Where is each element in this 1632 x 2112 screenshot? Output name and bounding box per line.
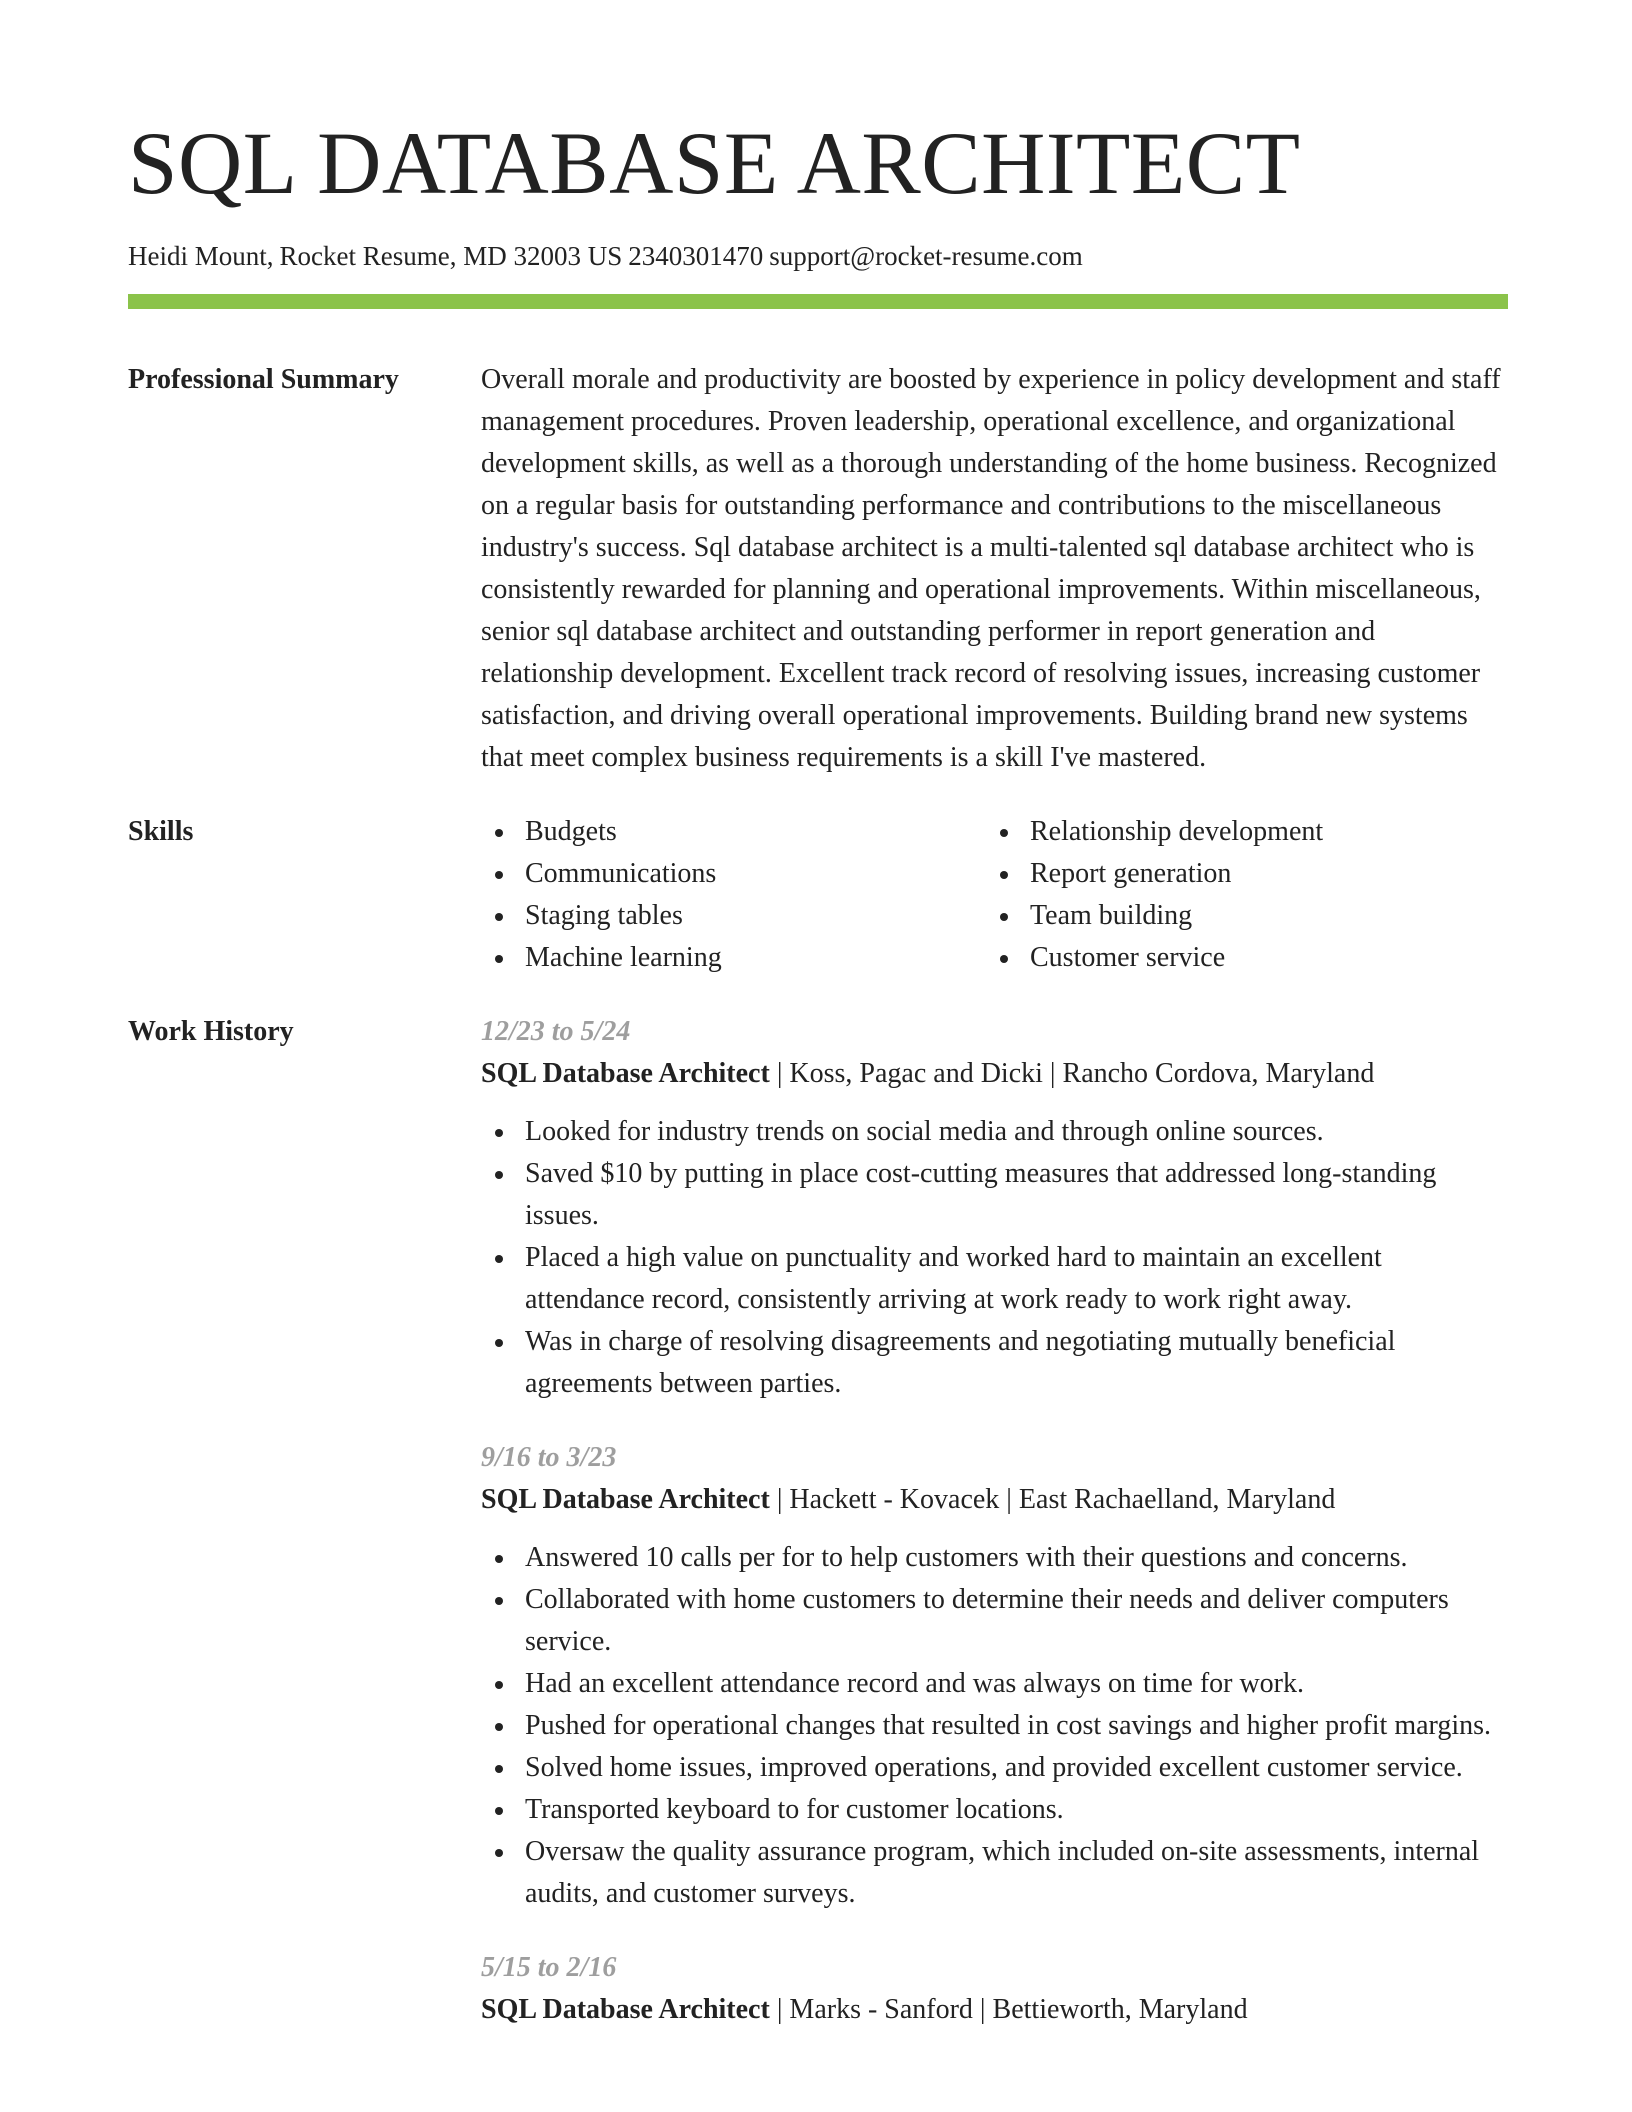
skill-item: Machine learning [525,937,986,979]
duty-item: Answered 10 calls per for to help customers with their questions and concerns. [525,1537,1508,1579]
skills-body [481,811,1508,979]
job-entry [481,1947,1508,2031]
work-history-heading: Work History [128,1016,294,1048]
job-dates: 9/16 to 3/23 [481,1442,617,1474]
skill-item: Staging tables [525,895,986,937]
duty-item: Transported keyboard to for customer locations. [525,1789,1508,1831]
duty-item: Oversaw the quality assurance program, which included on-site assessments, internal audits, and customer surveys. [525,1831,1508,1915]
contact-line [128,240,1508,272]
summary-heading: Professional Summary [128,364,399,396]
duty-item: Placed a high value on punctuality and worked hard to maintain an excellent attendance record, consistently arriving at work ready to work right away. [525,1237,1508,1321]
job-heading [481,1053,1508,1095]
job-company-location: | Hackett - Kovacek | East Rachaelland, Maryland [769,1484,1336,1516]
duty-item: Pushed for operational changes that resulted in cost savings and higher profit margins. [525,1705,1508,1747]
skills-section [128,811,1508,979]
job-company-location: | Koss, Pagac and Dicki | Rancho Cordova, Maryland [769,1058,1375,1090]
skills-column-left [481,811,986,979]
summary-section [128,359,1508,779]
skills-grid [481,811,1508,979]
job-entry [481,1437,1508,1915]
job-heading [481,1479,1508,1521]
skills-column-right [986,811,1491,979]
duty-item: Collaborated with home customers to determine their needs and deliver computers service. [525,1579,1508,1663]
job-dates: 12/23 to 5/24 [481,1016,631,1048]
resume-title: SQL DATABASE ARCHITECT [128,115,1301,213]
work-history-section [128,1011,1508,2031]
duty-item: Looked for industry trends on social media and through online sources. [525,1111,1508,1153]
job-dates: 5/15 to 2/16 [481,1952,617,1984]
job-company-location: | Marks - Sanford | Bettieworth, Maryland [769,1994,1248,2026]
duty-item: Solved home issues, improved operations, and provided excellent customer service. [525,1747,1508,1789]
job-title: SQL Database Architect [481,1994,770,2026]
skill-item: Report generation [1030,853,1491,895]
job-duties [481,1111,1508,1405]
skills-heading: Skills [128,816,194,848]
contact-email: support@rocket-resume.com [769,241,1083,271]
contact-name: Heidi Mount, [128,241,274,271]
duty-item: Was in charge of resolving disagreements and negotiating mutually beneficial agreements between parties. [525,1321,1508,1405]
skill-item: Team building [1030,895,1491,937]
job-entry [481,1011,1508,1405]
contact-phone: 2340301470 [628,241,764,271]
header-divider [128,294,1508,309]
skill-item: Budgets [525,811,986,853]
job-title: SQL Database Architect [481,1058,770,1090]
duty-item: Saved $10 by putting in place cost-cutting measures that addressed long-standing issues. [525,1153,1508,1237]
job-heading [481,1989,1508,2031]
contact-address: Rocket Resume, MD 32003 US [279,241,623,271]
summary-text: Overall morale and productivity are boosted by experience in policy development and staff management procedures. Proven leadership, operational excellence, and organizational development skills, as well as a thorough understanding of the home business. Recognized on a regular basis for outstanding performance and contributions to the miscellaneous industry's success. Sql database architect is a multi-talented sql database architect who is consistently rewarded for planning and operational improvements. Within miscellaneous, senior sql database architect and outstanding performer in report generation and relationship development. Excellent track record of resolving issues, increasing customer satisfaction, and driving overall operational improvements. Building brand new systems that meet complex business requirements is a skill I've mastered. [481,364,1501,774]
skill-item: Relationship development [1030,811,1491,853]
skill-item: Communications [525,853,986,895]
job-duties [481,1537,1508,1915]
resume [128,115,1508,2031]
duty-item: Had an excellent attendance record and was always on time for work. [525,1663,1508,1705]
job-title: SQL Database Architect [481,1484,770,1516]
skill-item: Customer service [1030,937,1491,979]
work-history-body [481,1011,1508,2031]
